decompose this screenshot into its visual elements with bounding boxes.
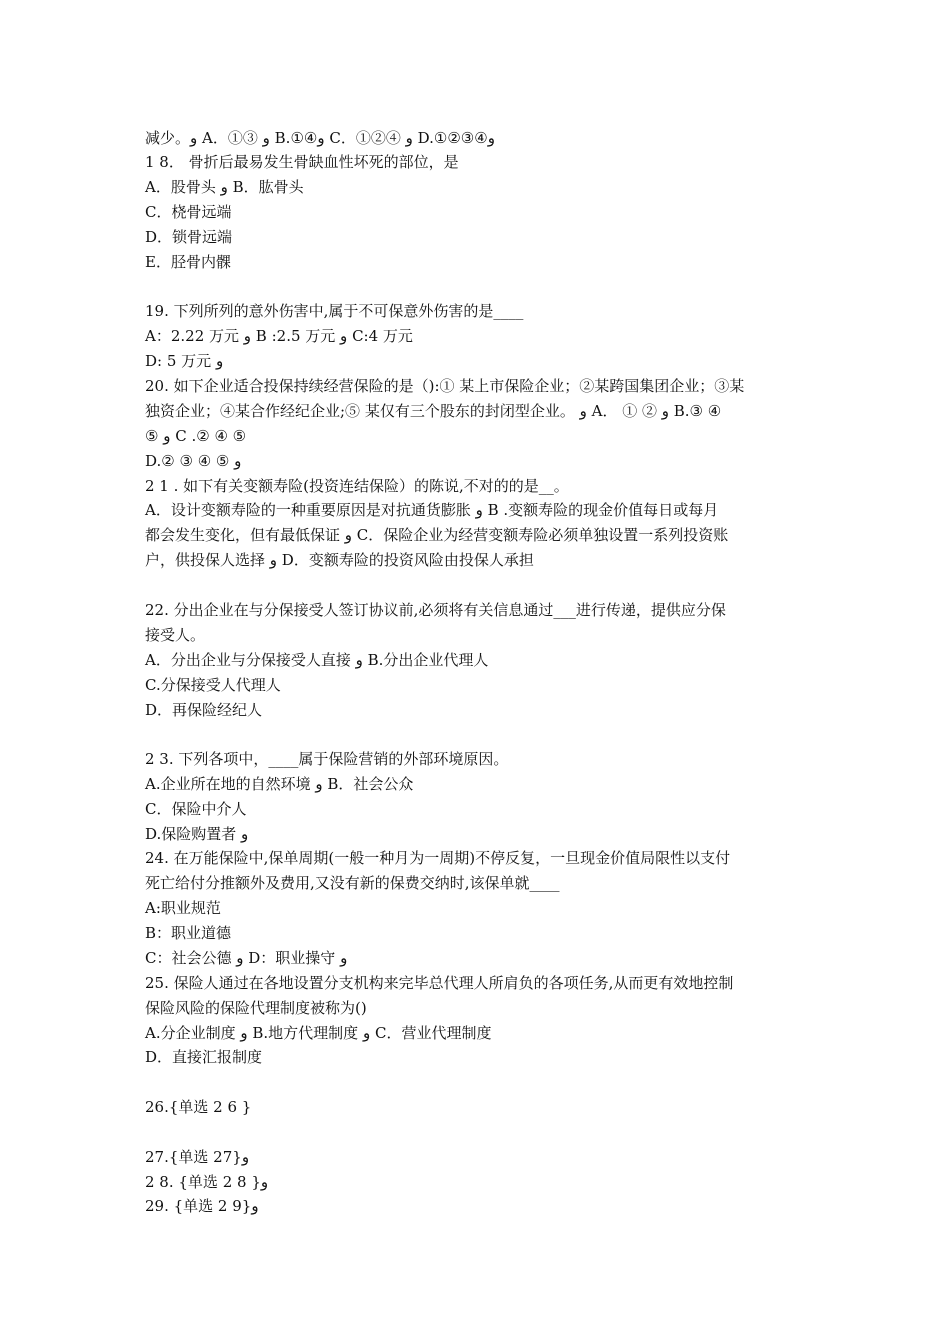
option-line: D．再保险经纪人 [145,701,263,719]
question-29: 29. {单选 2 9}و [145,1197,259,1215]
option-line: D.保险购置者 و [145,825,249,843]
question-27: 27.{单选 27}و [145,1148,250,1166]
option-line: C．桡骨远端 [145,203,232,221]
option-line: D.② ③ ④ ⑤ و [145,452,242,470]
question-28: 2 8. {单选 2 8 }و [145,1173,269,1191]
question-23: 2 3. 下列各项中，____属于保险营销的外部环境原因。 [145,750,509,768]
question-21: 2 1 . 如下有关变额寿险(投资连结保险）的陈说,不对的的是__。 [145,477,569,495]
option-line: E．胫骨内髁 [145,253,231,271]
option-line: A．股骨头 و B．肱骨头 [145,178,304,196]
text-line: 减少。و A．①③ و B.①④و C．①②④ و D.①②③④و [145,129,495,147]
option-line: A．分出企业与分保接受人直接 و B.分出企业代理人 [145,651,489,669]
option-line: A:职业规范 [145,899,221,917]
text-line: 都会发生变化，但有最低保证 و C．保险企业为经营变额寿险必须单独设置一系列投资账 [145,526,729,544]
question-24: 24. 在万能保险中,保单周期(一般一种月为一周期)不停反复，一旦现金价值局限性以支付 [145,849,731,867]
option-line: A.企业所在地的自然环境 و B．社会公众 [145,775,414,793]
option-line: C.分保接受人代理人 [145,676,281,694]
question-18: 1 8． 骨折后最易发生骨缺血性坏死的部位，是 [145,153,459,171]
option-line: A.分企业制度 و B.地方代理制度 و C．营业代理制度 [145,1024,492,1042]
question-22: 22. 分出企业在与分保接受人签订协议前,必须将有关信息通过___进行传递，提供应分保 [145,601,726,619]
option-line: D: 5 万元 و [145,352,224,370]
option-line: C：社会公德 و D：职业操守 و [145,949,348,967]
option-line: D．锁骨远端 [145,228,233,246]
text-line: 独资企业；④某合作经纪企业;⑤ 某仅有三个股东的封闭型企业。 و A． ① ② و B.③ ④ [145,402,722,420]
text-line: 保险风险的保险代理制度被称为() [145,999,367,1017]
question-20: 20. 如下企业适合投保持续经营保险的是（):① 某上市保险企业；②某跨国集团企业；③某 [145,377,745,395]
option-line: ⑤ و C .② ④ ⑤ [145,427,247,445]
question-26: 26.{单选 2 6 } [145,1098,252,1116]
option-line: A：2.22 万元 و B :2.5 万元 و C:4 万元 [145,327,413,345]
question-25: 25. 保险人通过在各地设置分支机构来完毕总代理人所肩负的各项任务,从而更有效地控制 [145,974,734,992]
text-line: 户，供投保人选择 و D．变额寿险的投资风险由投保人承担 [145,551,534,569]
text-line: 死亡给付分推额外及费用,又没有新的保费交纳时,该保单就____ [145,874,560,892]
option-line: C．保险中介人 [145,800,247,818]
option-line: B：职业道德 [145,924,232,942]
option-line: A．设计变额寿险的一种重要原因是对抗通货膨胀 و B .变额寿险的现金价值每日或每月 [145,501,719,519]
question-19: 19. 下列所列的意外伤害中,属于不可保意外伤害的是____ [145,302,524,320]
option-line: D．直接汇报制度 [145,1048,263,1066]
text-line: 接受人。 [145,626,206,644]
